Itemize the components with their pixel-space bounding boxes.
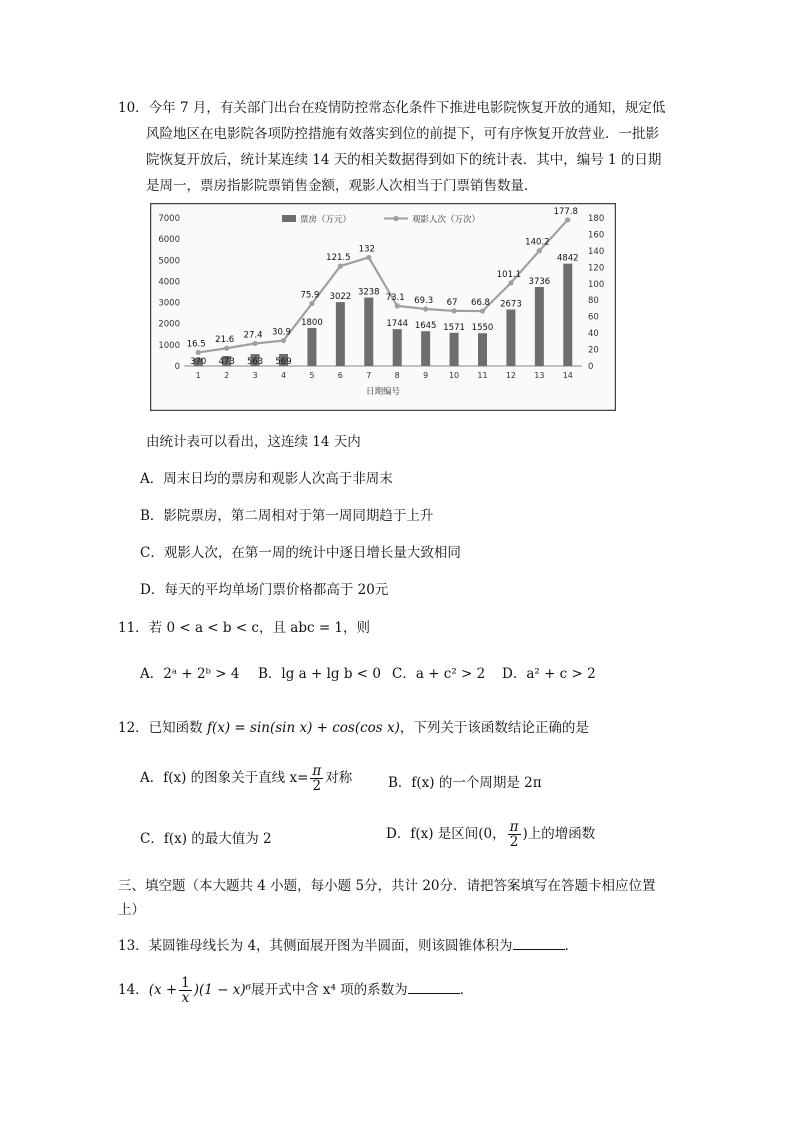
category-label: 11 <box>477 371 488 380</box>
right-tick-label: 100 <box>588 279 605 290</box>
bar-data-label: 1550 <box>471 323 494 334</box>
left-tick-label: 7000 <box>158 214 180 224</box>
bar <box>478 333 487 366</box>
line-point <box>196 350 201 355</box>
category-label: 7 <box>366 371 372 380</box>
q12-a-fraction <box>310 764 323 793</box>
section3-heading-line-1: 三、填空题（本大题共 4 小题，每小题 5分，共计 20分．请把答案填写在答题卡相应位置 <box>118 878 656 894</box>
right-tick-label: 20 <box>588 345 599 356</box>
q10-after-chart: 由统计表可以看出，这连续 14 天内 <box>146 434 361 450</box>
bar-data-label: 4842 <box>556 253 579 264</box>
category-label: 4 <box>280 371 287 380</box>
bar-data-label: 1800 <box>301 317 323 328</box>
q13-text: 13．某圆锥母线长为 4，其侧面展开图为半圆面，则该圆锥体积为 <box>118 938 513 954</box>
q12-option-b: B．f(x) 的一个周期是 2π <box>388 775 542 791</box>
q10-option-c: C．观影人次，在第一周的统计中逐日增长量大致相同 <box>140 545 461 561</box>
section3-heading-line-2: 上） <box>118 902 145 918</box>
q12-a-denominator: 2 <box>312 778 322 794</box>
q11-option-d: D．a² + c > 2 <box>502 666 596 682</box>
line-data-label: 30.9 <box>272 327 291 338</box>
line-data-label: 101.1 <box>496 269 522 280</box>
line-point <box>252 341 257 346</box>
category-label: 13 <box>534 371 545 380</box>
category-label: 2 <box>224 371 230 380</box>
q12-a-post: 对称 <box>325 770 353 786</box>
legend-bar-swatch <box>282 215 296 222</box>
bar-data-label: 370 <box>190 357 207 367</box>
category-label: 10 <box>448 371 460 380</box>
left-tick-label: 4000 <box>158 277 180 288</box>
q10-option-a: A．周末日均的票房和观影人次高于非周末 <box>140 471 393 487</box>
x-axis-label: 日期编号 <box>365 387 401 397</box>
bar-line-chart <box>150 203 616 411</box>
q14-expr-b: )(1 − x)⁶ <box>193 982 252 998</box>
q14-denominator: x <box>181 990 190 1006</box>
q12-option-a <box>140 764 352 793</box>
line-point <box>338 264 343 269</box>
q11-option-a: A．2ᵃ + 2ᵇ > 4 <box>140 666 240 682</box>
q10-option-d: D．每天的平均单场门票价格都高于 20元 <box>140 582 389 598</box>
bar <box>563 264 572 366</box>
line-point <box>565 217 570 222</box>
line-data-label: 27.4 <box>243 330 263 341</box>
category-label: 8 <box>394 371 400 380</box>
bar <box>307 328 316 366</box>
q12-d-numerator: π <box>509 819 519 835</box>
category-label: 14 <box>562 371 573 380</box>
right-tick-label: 120 <box>588 263 605 274</box>
q14-numerator: 1 <box>181 975 190 991</box>
q10-line-2: 风险地区在电影院各项防控措施有效落实到位的前提下，可有序恢复开放营业．一批影 <box>146 126 659 142</box>
bar-data-label: 3736 <box>528 277 551 288</box>
legend-line-marker <box>393 216 398 221</box>
q14-label: 14． <box>118 982 149 998</box>
bar <box>506 309 515 366</box>
category-label: 1 <box>195 371 201 380</box>
q12-d-post: )上的增函数 <box>522 826 596 842</box>
q14 <box>118 976 473 1005</box>
bar <box>421 331 430 366</box>
bar-data-label: 473 <box>218 357 235 367</box>
q14-fraction <box>179 976 192 1005</box>
q11-stem: 11．若 0 < a < b < c，且 abc = 1，则 <box>118 620 371 636</box>
legend-bar-label: 票房（万元） <box>300 215 352 225</box>
q12-a-text: f(x) 的图象关于直线 x= <box>163 770 309 786</box>
q13 <box>118 934 578 954</box>
line-point <box>395 303 400 308</box>
q12-a-numerator: π <box>312 763 322 779</box>
q12-stem-pre: 12．已知函数 <box>118 720 207 736</box>
q11-option-b: B．lg a + lg b < 0 <box>258 666 381 682</box>
left-tick-label: 0 <box>174 362 180 372</box>
q12-a-label: A． <box>140 770 164 786</box>
line-data-label: 140.2 <box>525 237 550 248</box>
q14-expr-a: (x + <box>148 982 178 998</box>
bar-data-label: 1571 <box>443 322 465 333</box>
line-data-label: 177.8 <box>553 206 578 217</box>
line-data-label: 73.1 <box>385 292 405 303</box>
left-tick-label: 5000 <box>158 256 180 267</box>
category-label: 5 <box>309 371 315 380</box>
q13-post: ． <box>564 938 579 954</box>
right-tick-label: 180 <box>588 214 605 224</box>
bar-data-label: 3238 <box>357 287 380 298</box>
right-tick-label: 160 <box>588 230 605 241</box>
bar <box>393 329 402 366</box>
bar-data-label: 2673 <box>500 299 522 310</box>
bar-data-label: 3022 <box>329 292 352 303</box>
bar-data-label: 569 <box>275 357 292 367</box>
line-point <box>537 248 542 253</box>
line-point <box>451 308 456 313</box>
bar <box>450 333 459 366</box>
line-point <box>480 308 485 313</box>
line-data-label: 121.5 <box>326 253 351 264</box>
line-data-label: 75.9 <box>300 290 320 301</box>
right-tick-label: 140 <box>588 246 605 257</box>
line-point <box>309 301 314 306</box>
left-tick-label: 6000 <box>158 235 180 246</box>
q12-d-fraction <box>508 820 521 849</box>
q11-option-c: C．a + c² > 2 <box>392 666 486 682</box>
left-tick-label: 1000 <box>158 340 180 351</box>
right-tick-label: 40 <box>588 329 599 340</box>
left-tick-label: 2000 <box>158 319 180 330</box>
right-tick-label: 80 <box>588 296 599 307</box>
bar <box>364 298 373 366</box>
bar-data-label: 1645 <box>414 321 437 332</box>
bar <box>336 302 345 366</box>
q10-line-3: 院恢复开放后，统计某连续 14 天的相关数据得到如下的统计表．其中，编号 1 的日期 <box>146 152 662 168</box>
line-point <box>224 346 229 351</box>
q14-answer-blank[interactable] <box>408 981 460 994</box>
q14-mid: 展开式中含 x⁴ 项的系数为 <box>251 982 408 998</box>
q12-d-pre: D．f(x) 是区间(0， <box>386 826 506 842</box>
line-data-label: 69.3 <box>414 296 434 307</box>
q10-option-b: B．影院票房，第二周相对于第一周同期趋于上升 <box>140 508 434 524</box>
line-point <box>281 338 286 343</box>
q14-post: ． <box>459 982 474 998</box>
line-point <box>508 280 513 285</box>
chart-frame <box>151 204 616 411</box>
category-label: 6 <box>337 371 343 380</box>
q12-d-denominator: 2 <box>509 834 519 850</box>
q10-line-4: 是周一，票房指影院票销售金额，观影人次相当于门票销售数量． <box>146 178 538 194</box>
line-data-label: 132 <box>358 244 375 255</box>
line-data-label: 66.8 <box>471 298 490 309</box>
left-tick-label: 3000 <box>158 298 180 309</box>
category-label: 9 <box>423 371 429 380</box>
line-data-label: 67 <box>446 297 458 308</box>
line-point <box>423 306 428 311</box>
category-label: 3 <box>252 371 258 380</box>
bar-data-label: 1744 <box>386 319 409 330</box>
line-data-label: 21.6 <box>215 335 235 346</box>
q12-option-d <box>386 820 595 849</box>
bar-data-label: 563 <box>246 357 264 367</box>
line-point <box>366 255 371 260</box>
legend-line-label: 观影人次（万次） <box>412 215 481 225</box>
q10-line-1: 10．今年 7 月，有关部门出台在疫情防控常态化条件下推进电影院恢复开放的通知，规定低 <box>118 100 666 116</box>
q12-option-c: C．f(x) 的最大值为 2 <box>140 831 272 847</box>
right-tick-label: 60 <box>588 312 599 323</box>
q13-answer-blank[interactable] <box>513 937 565 950</box>
right-tick-label: 0 <box>588 362 594 372</box>
line-data-label: 16.5 <box>186 339 206 350</box>
bar <box>535 287 544 366</box>
q12-function: f(x) = sin(sin x) + cos(cos x) <box>206 720 400 736</box>
category-label: 12 <box>505 371 517 380</box>
q12-stem <box>118 716 589 736</box>
chart-canvas <box>150 203 616 411</box>
q12-stem-post: ，下列关于该函数结论正确的是 <box>399 720 589 736</box>
